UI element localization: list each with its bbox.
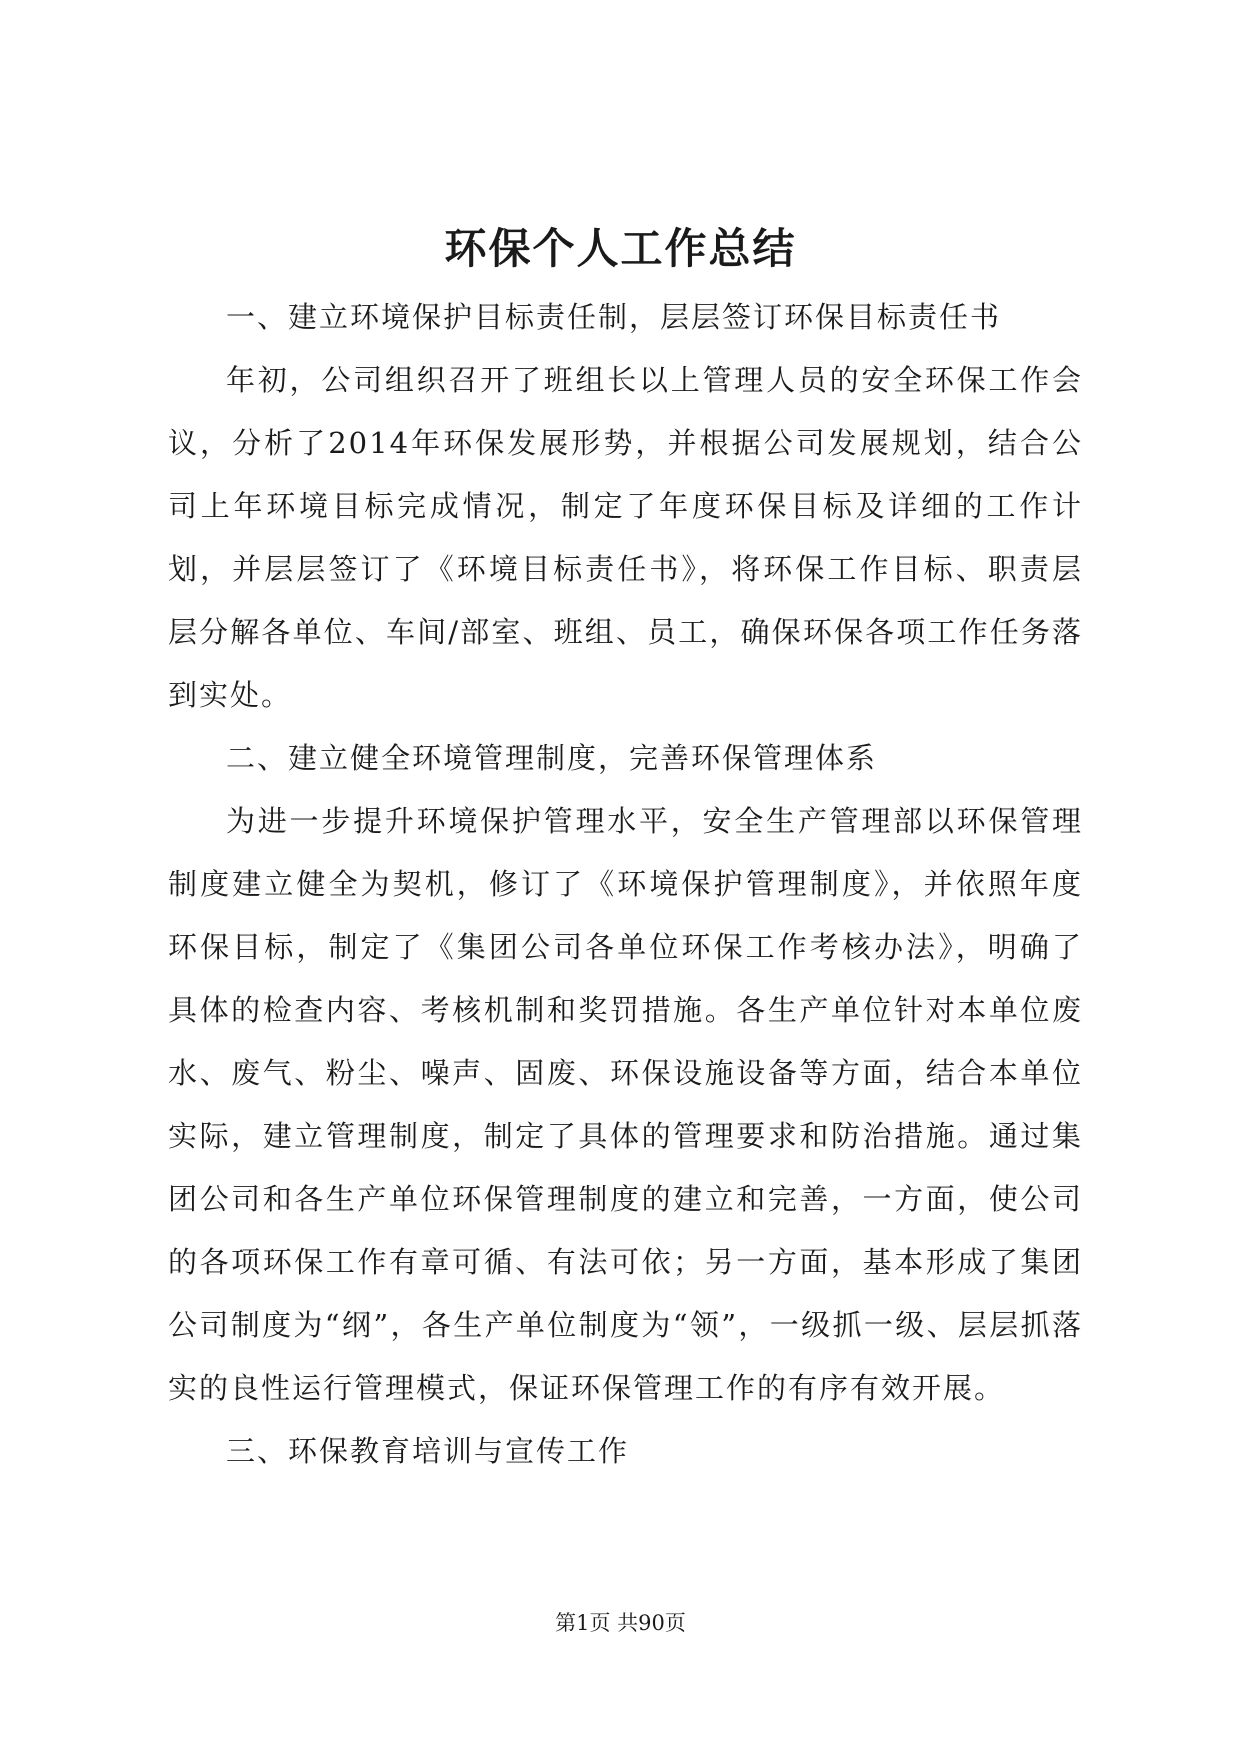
document-body (168, 286, 1083, 1483)
document-title: 环保个人工作总结 (444, 224, 797, 273)
body-paragraph-2: 为进一步提升环境保护管理水平，安全生产管理部以环保管理制度建立健全为契机，修订了《环境保护管理制度》，并依照年度环保目标，制定了《集团公司各单位环保工作考核办法》，明确了具体的检查内容、考核机制和奖罚措施。各生产单位针对本单位废水、废气、粉尘、噪声、固废、环保设施设备等方面，结合本单位实际，建立管理制度，制定了具体的管理要求和防治措施。通过集团公司和各生产单位环保管理制度的建立和完善，一方面，使公司的各项环保工作有章可循、有法可依；另一方面，基本形成了集团公司制度为“纲”，各生产单位制度为“领”，一级抓一级、层层抓落实的良性运行管理模式，保证环保管理工作的有序有效开展。 (168, 804, 1083, 1405)
body-paragraph-1: 年初，公司组织召开了班组长以上管理人员的安全环保工作会议，分析了2014年环保发展形势，并根据公司发展规划，结合公司上年环境目标完成情况，制定了年度环保目标及详细的工作计划，并层层签订了《环境目标责任书》，将环保工作目标、职责层层分解各单位、车间/部室、班组、员工，确保环保各项工作任务落到实处。 (168, 363, 1083, 712)
section-heading-2: 二、建立健全环境管理制度，完善环保管理体系 (226, 741, 878, 775)
section-heading-1: 一、建立环境保护目标责任制，层层签订环保目标责任书 (226, 300, 1002, 334)
page-footer: 第1页 共90页 (555, 1611, 686, 1635)
section-heading-3: 三、环保教育培训与宣传工作 (226, 1434, 630, 1468)
